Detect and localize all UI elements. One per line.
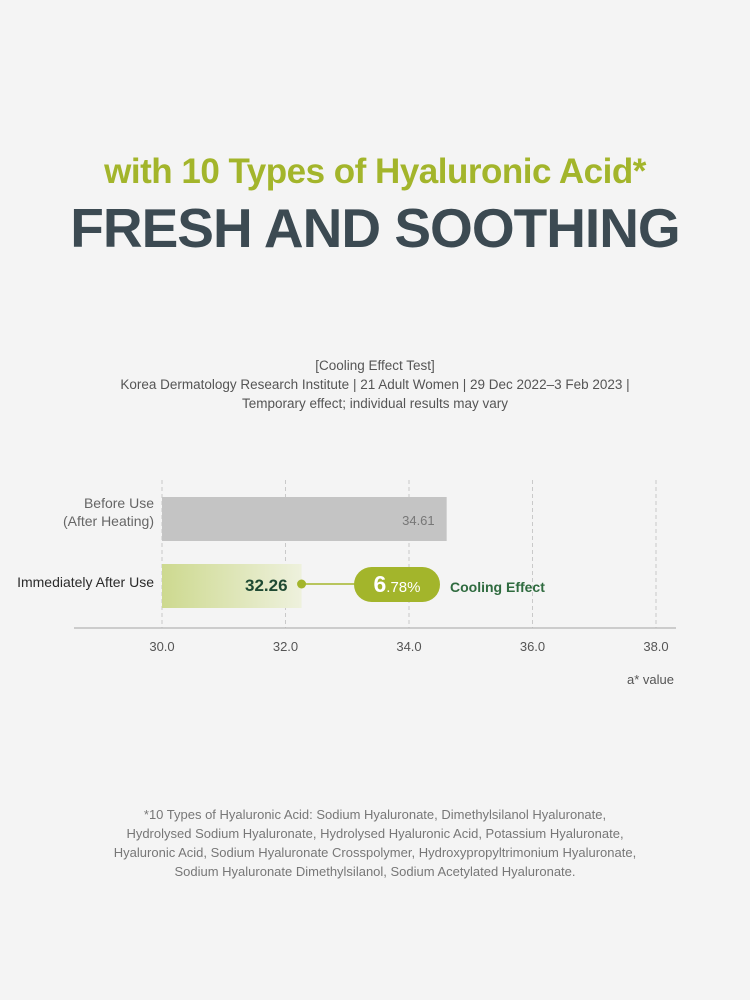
- category-label: (After Heating): [62, 513, 154, 529]
- test-info: [0, 356, 750, 413]
- test-info-disclaimer: Temporary effect; individual results may vary: [241, 396, 509, 411]
- annotation-dot: [297, 580, 306, 589]
- test-info-title: [Cooling Effect Test]: [315, 358, 435, 373]
- x-axis-title: a* value: [627, 672, 674, 687]
- footnote-line: Hydrolysed Sodium Hyaluronate, Hydrolysed Hyaluronic Acid, Potassium Hyaluronate,: [126, 826, 624, 841]
- category-label: Immediately After Use: [17, 574, 154, 590]
- cooling-effect-chart: [0, 460, 750, 700]
- footnote-line: Sodium Hyaluronate Dimethylsilanol, Sodium Acetylated Hyaluronate.: [174, 864, 576, 879]
- cooling-effect-value: 6.78%: [373, 571, 421, 597]
- headline-subtitle: with 10 Types of Hyaluronic Acid*: [104, 152, 646, 191]
- footnote-line: Hyaluronic Acid, Sodium Hyaluronate Crosspolymer, Hydroxypropyltrimonium Hyaluronate,: [113, 845, 637, 860]
- x-tick-label: 30.0: [149, 639, 175, 654]
- footnote-line: *10 Types of Hyaluronic Acid: Sodium Hyaluronate, Dimethylsilanol Hyaluronate,: [143, 807, 607, 822]
- test-info-details: Korea Dermatology Research Institute | 21 Adult Women | 29 Dec 2022–3 Feb 2023 |: [120, 377, 630, 392]
- footnote: [0, 805, 750, 881]
- x-tick-label: 38.0: [643, 639, 669, 654]
- x-tick-label: 32.0: [272, 639, 299, 654]
- headline-title: FRESH AND SOOTHING: [70, 197, 680, 259]
- x-tick-label: 36.0: [519, 639, 546, 654]
- value-label: 32.26: [245, 576, 288, 595]
- value-label: 34.61: [402, 513, 435, 528]
- category-label: Before Use: [83, 495, 154, 511]
- cooling-effect-label: Cooling Effect: [450, 579, 545, 595]
- x-tick-label: 34.0: [396, 639, 422, 654]
